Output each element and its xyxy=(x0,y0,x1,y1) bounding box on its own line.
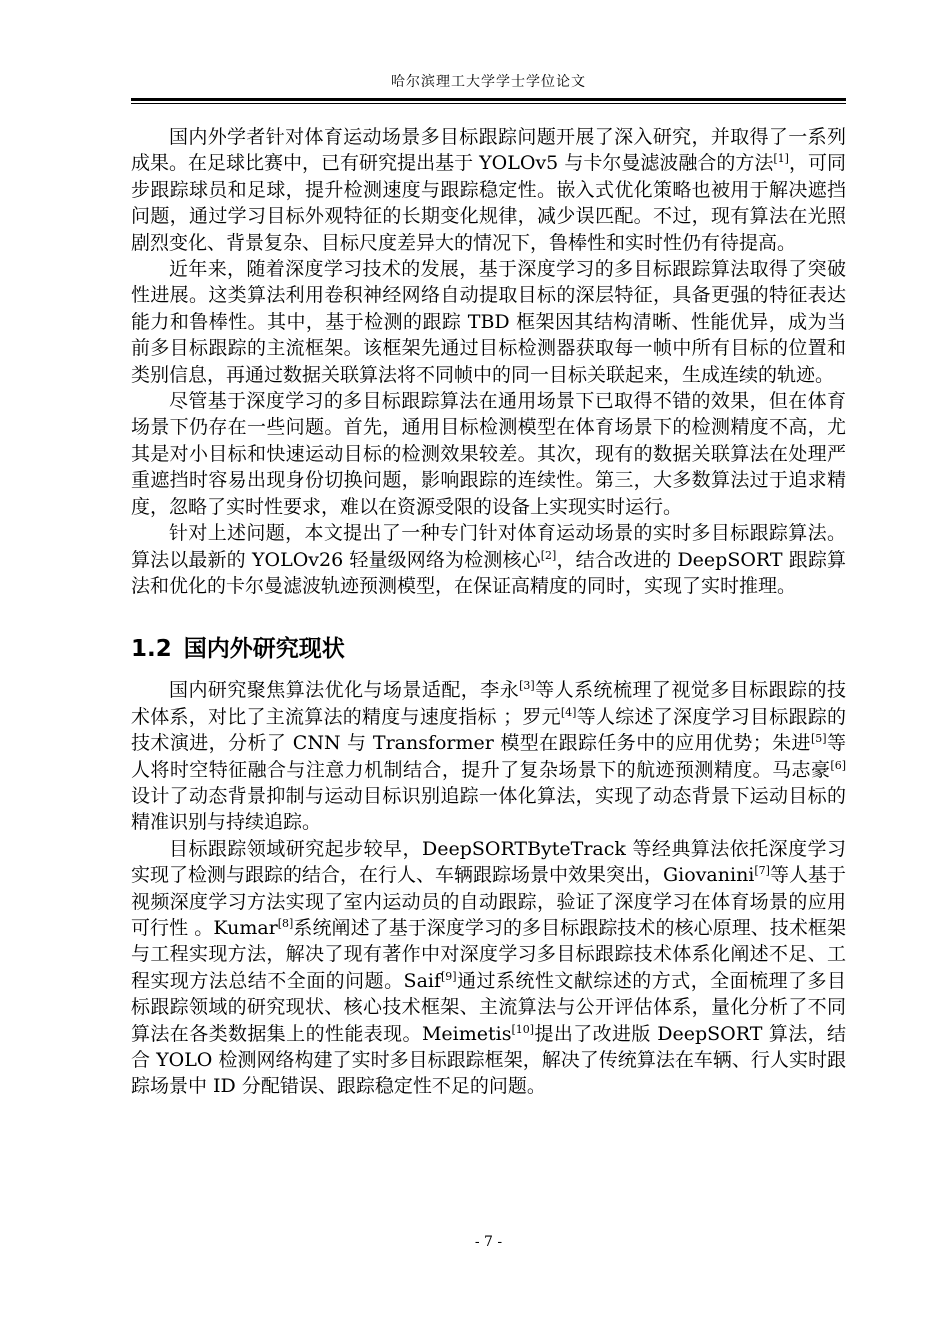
paragraph-text: 等人综述了深度学习目标跟踪的技术演进，分析了 CNN 与 Transformer 模型在跟踪任务中的应用优势；朱进 xyxy=(131,705,846,755)
citation-ref: [2] xyxy=(540,548,557,562)
citation-ref: [6] xyxy=(830,758,846,772)
body-paragraph xyxy=(131,388,846,520)
citation-ref: [3] xyxy=(519,679,535,693)
paragraph-text: 国内外学者针对体育运动场景多目标跟踪问题开展了深入研究，并取得了一系列成果。在足球比赛中，已有研究提出基于 YOLOv5 与卡尔曼滤波融合的方法 xyxy=(131,126,846,175)
citation-ref: [4] xyxy=(560,705,577,719)
paragraph-text: 针对上述问题，本文提出了一种专门针对体育运动场景的实时多目标跟踪算法。算法以最新的 YOLOv26 轻量级网络为检测核心 xyxy=(131,522,846,571)
paragraph-text: 系统阐述了基于深度学习的多目标跟踪技术的核心原理、技术框架与工程实现方法，解决了现有著作中对深度学习多目标跟踪技术体系化阐述不足、工程实现方法总结不全面的问题。Saif xyxy=(131,916,846,992)
paragraph-text: 目标跟踪领域研究起步较早，DeepSORTByteTrack 等经典算法依托深度学习实现了检测与跟踪的结合，在行人、车辆跟踪场景中效果突出，Giovanini xyxy=(131,837,846,887)
paragraph-text: 等人基于视频深度学习方法实现了室内运动员的自动跟踪，验证了深度学习在体育场景的应用可行性 。Kumar xyxy=(131,864,846,939)
body-paragraph xyxy=(131,677,846,835)
citation-ref: [9] xyxy=(441,969,457,983)
citation-ref: [10] xyxy=(511,1022,535,1036)
citation-ref: [5] xyxy=(810,732,827,746)
citation-ref: [7] xyxy=(754,864,770,878)
page-content xyxy=(131,124,846,1100)
header-rule-thin xyxy=(131,103,846,104)
paragraph-text: ，结合改进的 DeepSORT 跟踪算法和优化的卡尔曼滤波轨迹预测模型，在保证高精度的同时，实现了实时推理。 xyxy=(131,548,847,597)
intro-paragraphs xyxy=(131,124,846,599)
citation-ref: [8] xyxy=(277,916,294,930)
body-paragraph xyxy=(131,124,846,256)
section-title: 国内外研究现状 xyxy=(183,636,345,663)
paragraph-text: ，可同步跟踪球员和足球，提升检测速度与跟踪稳定性。嵌入式优化策略也被用于解决遮挡问题，通过学习目标外观特征的长期变化规律，减少误匹配。不过，现有算法在光照剧烈变化、背景复杂、目标尺度差异大的情况下，鲁棒性和实时性仍有待提高。 xyxy=(131,152,846,254)
paragraph-text: 提出了改进版 DeepSORT 算法，结合 YOLO 检测网络构建了实时多目标跟踪框架，解决了传统算法在车辆、行人实时跟踪场景中 ID 分配错误、跟踪稳定性不足的问题。 xyxy=(131,1022,847,1098)
body-paragraph xyxy=(131,520,846,599)
paragraph-text: 设计了动态背景抑制与运动目标识别追踪一体化算法，实现了动态背景下运动目标的精准识别与持续追踪。 xyxy=(131,784,846,834)
section-number: 1.2 xyxy=(131,636,172,663)
citation-ref: [1] xyxy=(773,152,789,166)
paragraph-text: 等人将时空特征融合与注意力机制结合，提升了复杂场景下的航迹预测精度。马志豪 xyxy=(131,732,846,781)
paragraph-text: 国内研究聚焦算法优化与场景适配，李永 xyxy=(169,679,520,702)
paragraph-text: 近年来，随着深度学习技术的发展，基于深度学习的多目标跟踪算法取得了突破性进展。这类算法利用卷积神经网络自动提取目标的深层特征，具备更强的特征表达能力和鲁棒性。其中，基于检测的跟踪 TBD 框架因其结构清晰、性能优异，成为当前多目标跟踪的主流框架。该框架先通过目标检测器获取每一帧中所有目标的位置和类别信息，再通过数据关联算法将不同帧中的同一目标关联起来，生成连续的轨迹。 xyxy=(131,258,846,386)
section-paragraphs xyxy=(131,677,846,1100)
paragraph-text: 尽管基于深度学习的多目标跟踪算法在通用场景下已取得不错的效果，但在体育场景下仍存在一些问题。首先，通用目标检测模型在体育场景下的检测精度不高，尤其是对小目标和快速运动目标的检测效果较差。其次，现有的数据关联算法在处理严重遮挡时容易出现身份切换问题，影响跟踪的连续性。第三，大多数算法过于追求精度，忽略了实时性要求，难以在资源受限的设备上实现实时运行。 xyxy=(131,390,846,518)
page-number: - 7 - xyxy=(474,1234,503,1250)
section-heading xyxy=(131,633,846,665)
paragraph-text: 通过系统性文献综述的方式，全面梳理了多目标跟踪领域的研究现状、核心技术框架、主流算法与公开评估体系，量化分析了不同算法在各类数据集上的性能表现。Meimetis xyxy=(131,969,846,1045)
paragraph-text: 等人系统梳理了视觉多目标跟踪的技术体系，对比了主流算法的精度与速度指标 ；罗元 xyxy=(131,679,846,728)
header-rule-thick xyxy=(131,98,846,101)
page-header-title: 哈尔滨理工大学学士学位论文 xyxy=(391,74,586,90)
body-paragraph xyxy=(131,256,846,388)
body-paragraph xyxy=(131,836,846,1100)
